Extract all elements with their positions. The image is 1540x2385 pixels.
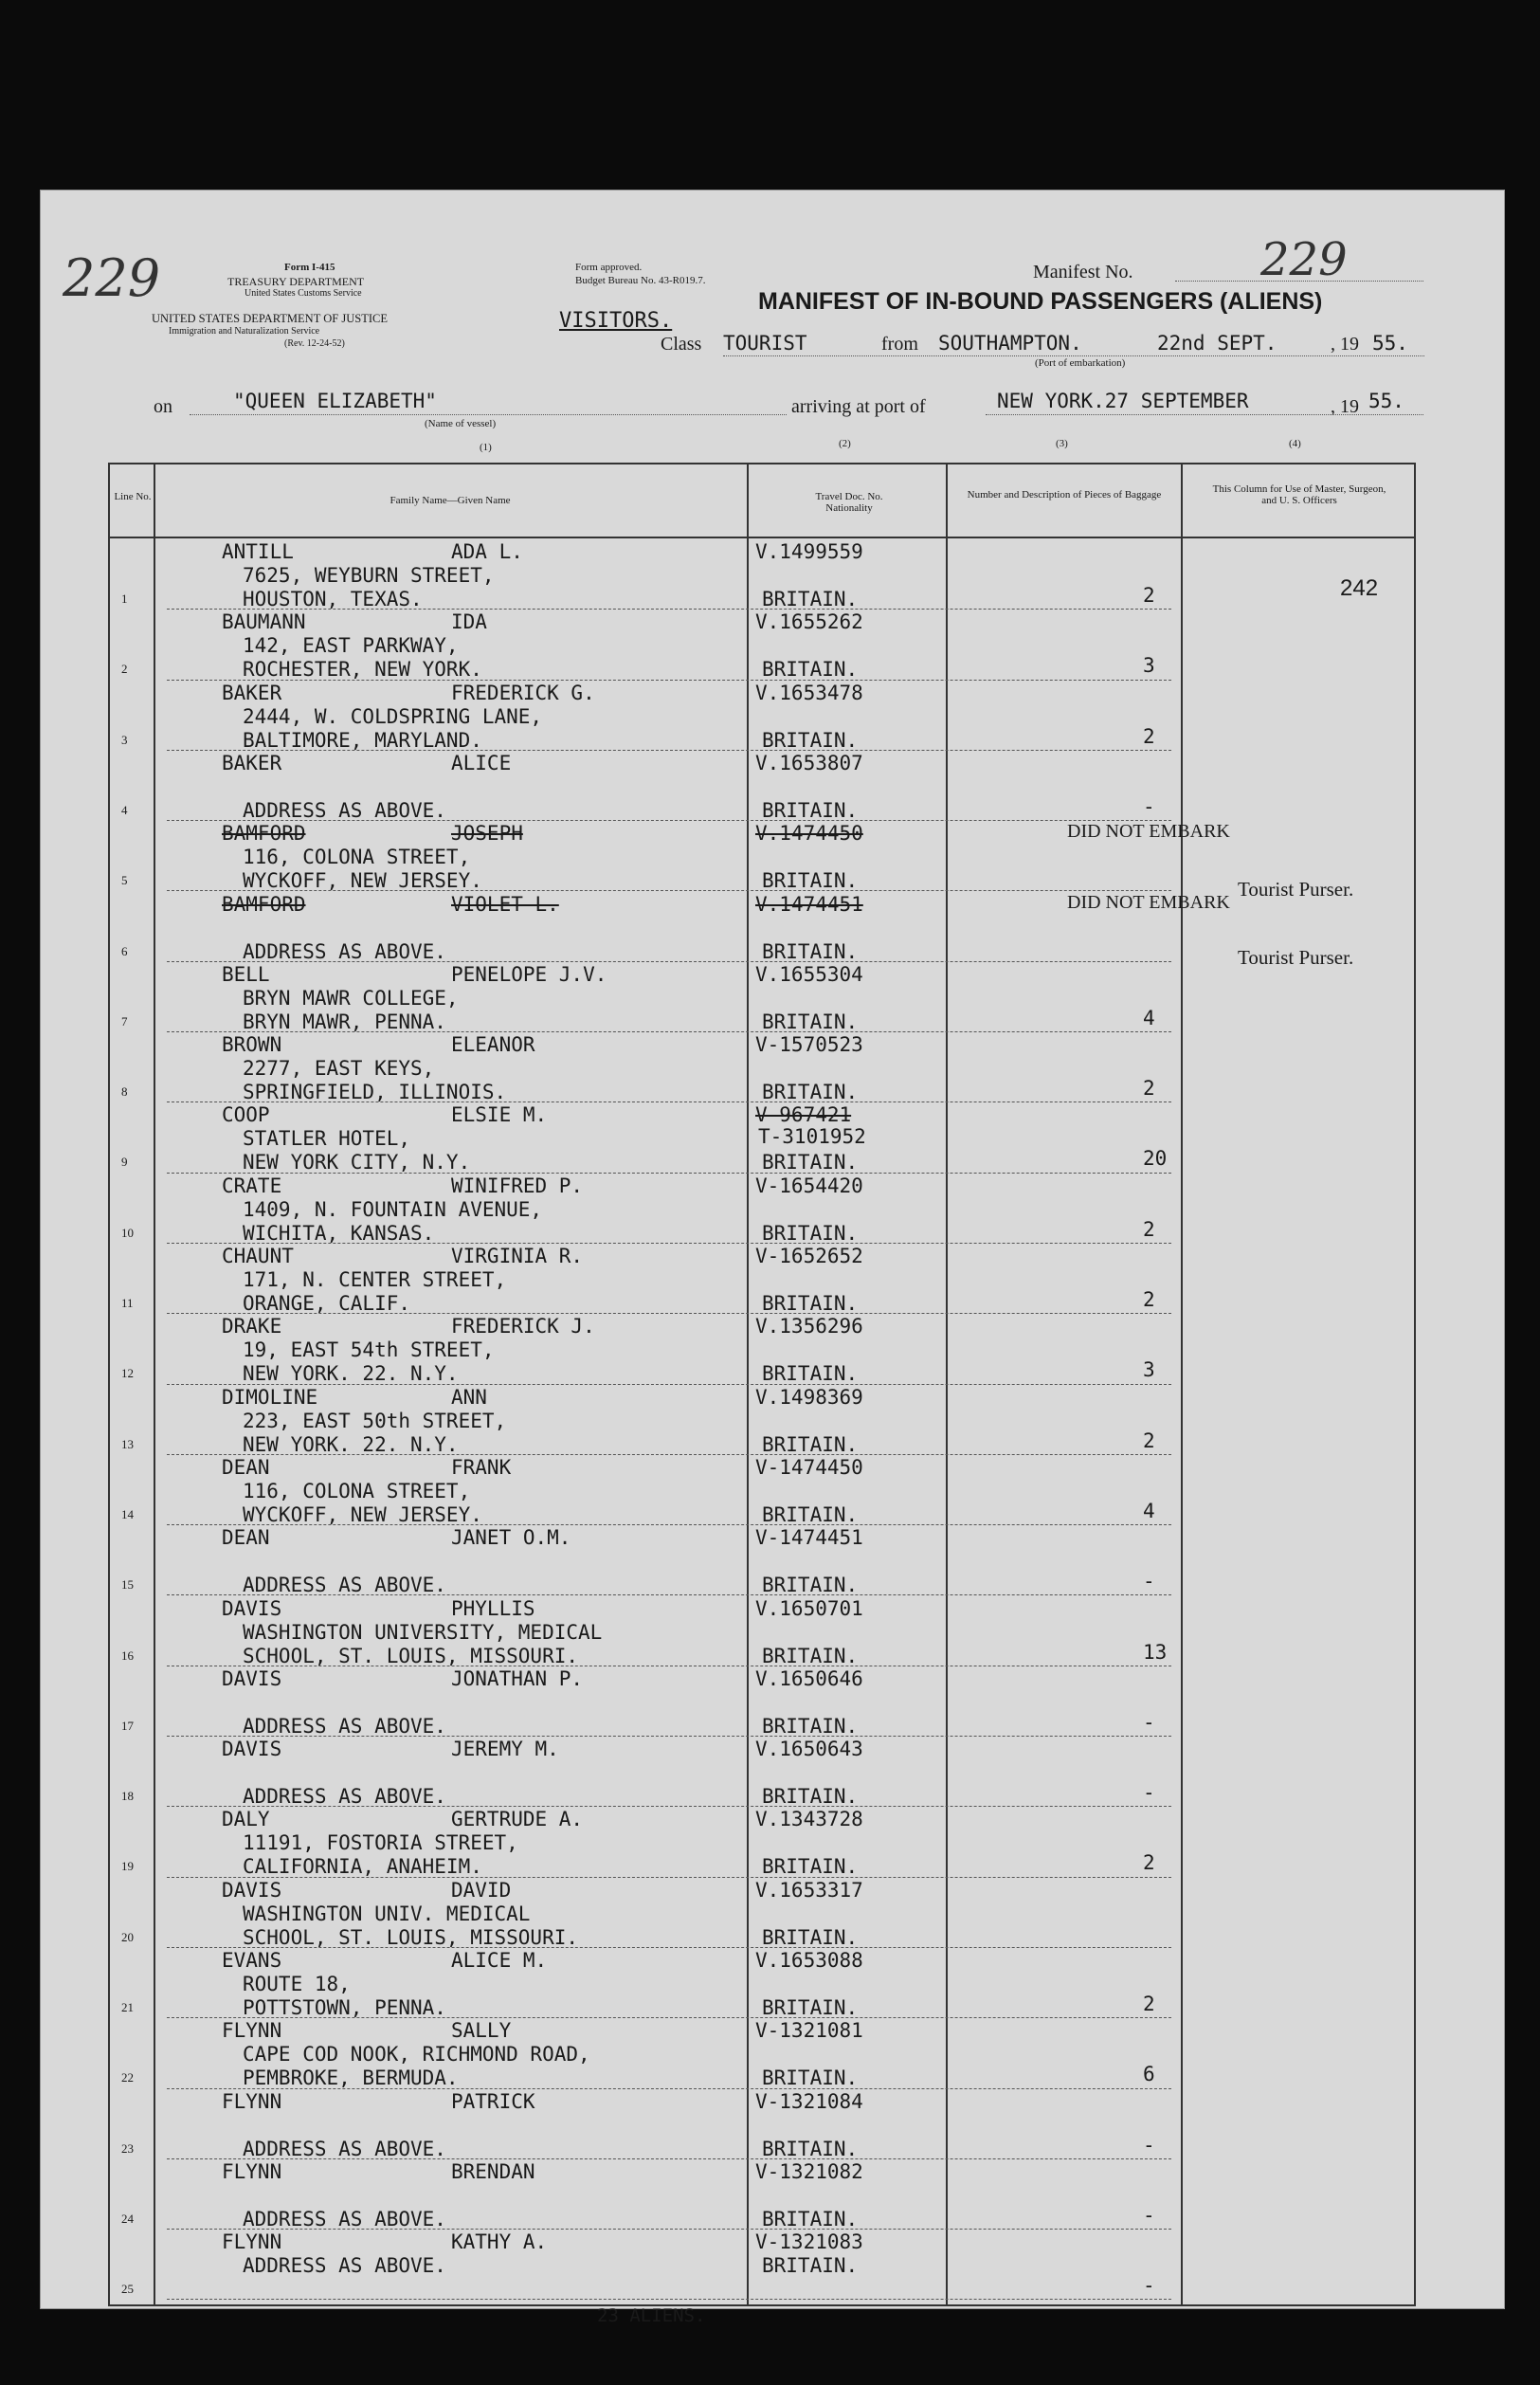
- line-number: 15: [121, 1577, 134, 1593]
- table-row: [110, 752, 1418, 822]
- row-rule: [167, 1524, 1171, 1525]
- travel-doc-number: V-1654420: [755, 1174, 863, 1197]
- embark-year: 55.: [1372, 332, 1408, 355]
- row-rule: [167, 2088, 1171, 2089]
- travel-doc-number: V-1570523: [755, 1033, 863, 1057]
- address-line-2: NEW YORK CITY, N.Y.: [243, 1151, 471, 1174]
- vessel-caption: (Name of vessel): [425, 418, 497, 429]
- manifest-no-label: Manifest No.: [1033, 262, 1133, 282]
- table-row: [110, 963, 1418, 1033]
- travel-doc-number: V-1321081: [755, 2019, 863, 2043]
- family-name: DEAN: [222, 1455, 270, 1479]
- table-row: [110, 610, 1418, 681]
- nationality: BRITAIN.: [762, 1785, 859, 1809]
- table-row: [110, 2230, 1418, 2301]
- line-number: 16: [121, 1648, 134, 1663]
- family-name: ANTILL: [222, 540, 294, 563]
- given-name: PENELOPE J.V.: [451, 962, 607, 986]
- travel-doc-number: V.1653478: [755, 681, 863, 704]
- address-line-2: NEW YORK. 22. N.Y.: [243, 1362, 459, 1386]
- form-approved: Form approved.: [575, 262, 643, 273]
- baggage-count: 2: [1143, 584, 1155, 607]
- nationality: BRITAIN.: [762, 1151, 859, 1174]
- class-line: [723, 355, 1424, 356]
- address-line-1: 142, EAST PARKWAY,: [243, 634, 459, 658]
- customs-service: United States Customs Service: [245, 288, 362, 299]
- family-name: DRAKE: [222, 1315, 282, 1338]
- table-row: [110, 893, 1418, 963]
- address-line-2: ADDRESS AS ABOVE.: [243, 798, 446, 822]
- travel-doc-number: V-1321084: [755, 2089, 863, 2113]
- visitors-label: VISITORS.: [559, 309, 673, 333]
- row-rule: [167, 820, 1171, 821]
- travel-doc-number: V.1653317: [755, 1878, 863, 1902]
- family-name: BAMFORD: [222, 892, 306, 916]
- address-line-1: WASHINGTON UNIV. MEDICAL: [243, 1902, 531, 1925]
- address-line-1: 116, COLONA STREET,: [243, 1479, 471, 1502]
- address-line-1: WASHINGTON UNIVERSITY, MEDICAL: [243, 1620, 603, 1644]
- given-name: FREDERICK G.: [451, 681, 595, 704]
- vessel-line: [190, 413, 787, 415]
- arrival-port-date: NEW YORK.27 SEPTEMBER: [997, 390, 1249, 412]
- total-aliens: 23 ALIENS.: [597, 2305, 706, 2326]
- line-number: 25: [121, 2282, 134, 2297]
- given-name: JONATHAN P.: [451, 1666, 584, 1690]
- baggage-count: -: [1143, 2133, 1155, 2157]
- table-row: [110, 822, 1418, 892]
- travel-doc-number: V-1321083: [755, 2230, 863, 2254]
- form-number: Form I-415: [284, 262, 335, 273]
- address-line-1: 1409, N. FOUNTAIN AVENUE,: [243, 1197, 543, 1221]
- travel-doc-number: V.1499559: [755, 540, 863, 563]
- baggage-count: 2: [1143, 1429, 1155, 1452]
- family-name: FLYNN: [222, 2230, 282, 2254]
- row-rule: [167, 609, 1171, 610]
- address-line-2: WYCKOFF, NEW JERSEY.: [243, 1502, 482, 1526]
- address-line-1: 7625, WEYBURN STREET,: [243, 564, 495, 587]
- line-number: 12: [121, 1366, 134, 1381]
- address-line-1: ADDRESS AS ABOVE.: [243, 2254, 446, 2278]
- line-number: 1: [121, 592, 128, 606]
- justice-department: UNITED STATES DEPARTMENT OF JUSTICE: [152, 312, 388, 325]
- col-header-name: Family Name—Given Name: [390, 495, 511, 506]
- address-line-2: NEW YORK. 22. N.Y.: [243, 1432, 459, 1456]
- row-rule: [167, 2158, 1171, 2159]
- nationality: BRITAIN.: [762, 2066, 859, 2090]
- col-header-baggage: Number and Description of Pieces of Baggage: [967, 489, 1162, 501]
- address-line-2: BRYN MAWR, PENNA.: [243, 1010, 446, 1033]
- address-line-2: CALIFORNIA, ANAHEIM.: [243, 1855, 482, 1879]
- given-name: ELEANOR: [451, 1033, 535, 1057]
- nationality: BRITAIN.: [762, 869, 859, 893]
- nationality: BRITAIN.: [762, 1714, 859, 1738]
- table-row: [110, 1245, 1418, 1315]
- address-line-1: 2444, W. COLDSPRING LANE,: [243, 704, 543, 728]
- table-row: [110, 1174, 1418, 1245]
- address-line-1: 19, EAST 54th STREET,: [243, 1338, 495, 1362]
- travel-doc-number: V.1655304: [755, 962, 863, 986]
- given-name: VIRGINIA R.: [451, 1245, 584, 1267]
- table-row: [110, 1949, 1418, 2019]
- col-header-officers: This Column for Use of Master, Surgeon, and U. S. Officers: [1212, 483, 1386, 506]
- corner-note: 229: [63, 248, 161, 308]
- family-name: DAVIS: [222, 1878, 282, 1902]
- row-rule: [167, 1736, 1171, 1737]
- table-row: [110, 2090, 1418, 2160]
- vessel-name: "QUEEN ELIZABETH": [233, 390, 437, 412]
- line-number: 5: [121, 873, 128, 888]
- line-number: 21: [121, 2000, 134, 2014]
- baggage-count: 2: [1143, 1217, 1155, 1241]
- travel-doc-number: V.1650643: [755, 1738, 863, 1761]
- passenger-table: [108, 463, 1416, 2306]
- given-name: PATRICK: [451, 2089, 535, 2113]
- travel-doc-number: V.1343728: [755, 1808, 863, 1831]
- family-name: FLYNN: [222, 2159, 282, 2183]
- nationality: BRITAIN.: [762, 939, 859, 963]
- nationality: BRITAIN.: [762, 798, 859, 822]
- nationality: BRITAIN.: [762, 2207, 859, 2230]
- address-line-1: 2277, EAST KEYS,: [243, 1057, 435, 1081]
- family-name: BROWN: [222, 1033, 282, 1057]
- nationality: BRITAIN.: [762, 1502, 859, 1526]
- immigration-service: Immigration and Naturalization Service: [169, 326, 320, 337]
- given-name: DAVID: [451, 1878, 512, 1902]
- given-name: ELSIE M.: [451, 1103, 548, 1127]
- given-name: SALLY: [451, 2019, 512, 2043]
- manifest-number: 229: [1260, 233, 1348, 286]
- family-name: FLYNN: [222, 2089, 282, 2113]
- row-rule: [167, 750, 1171, 751]
- given-name: ALICE: [451, 751, 512, 774]
- line-number: 24: [121, 2211, 134, 2226]
- family-name: DAVIS: [222, 1596, 282, 1620]
- row-rule: [167, 1877, 1171, 1878]
- given-name: ADA L.: [451, 540, 523, 563]
- baggage-count: 2: [1143, 1077, 1155, 1101]
- table-row: [110, 1667, 1418, 1738]
- class-label: Class: [661, 334, 702, 355]
- port-caption: (Port of embarkation): [1035, 357, 1126, 369]
- given-name: KATHY A.: [451, 2230, 548, 2254]
- line-number: 9: [121, 1155, 128, 1170]
- officer-number: 242: [1340, 575, 1379, 601]
- arrival-year-prefix: , 19: [1331, 396, 1359, 417]
- address-line-2: SCHOOL, ST. LOUIS, MISSOURI.: [243, 1644, 579, 1667]
- table-row: [110, 1315, 1418, 1385]
- family-name: BAUMANN: [222, 610, 306, 634]
- col-num-1: (1): [480, 442, 492, 453]
- address-line-1: 171, N. CENTER STREET,: [243, 1268, 507, 1291]
- table-row: [110, 682, 1418, 752]
- year-prefix: , 19: [1331, 334, 1359, 355]
- address-line-2: SPRINGFIELD, ILLINOIS.: [243, 1081, 507, 1104]
- nationality: BRITAIN.: [762, 1292, 859, 1315]
- embark-port: SOUTHAMPTON.: [938, 332, 1082, 355]
- baggage-count: 20: [1143, 1147, 1168, 1171]
- row-rule: [167, 1313, 1171, 1314]
- address-line-1: 116, COLONA STREET,: [243, 846, 471, 869]
- address-line-2: POTTSTOWN, PENNA.: [243, 1996, 446, 2019]
- baggage-count: 3: [1143, 654, 1155, 678]
- address-line-1: 11191, FOSTORIA STREET,: [243, 1831, 518, 1855]
- col-num-4: (4): [1289, 438, 1301, 449]
- family-name: BAMFORD: [222, 822, 306, 846]
- travel-doc-number: V-1474451: [755, 1526, 863, 1550]
- row-rule: [167, 2017, 1171, 2018]
- address-line-1: ROUTE 18,: [243, 1973, 351, 1995]
- table-row: [110, 1738, 1418, 1808]
- line-number: 11: [121, 1296, 134, 1310]
- address-line-2: ADDRESS AS ABOVE.: [243, 2207, 446, 2230]
- row-rule: [167, 680, 1171, 681]
- given-name: FRANK: [451, 1455, 512, 1479]
- family-name: DALY: [222, 1808, 270, 1831]
- arrival-year: 55.: [1368, 390, 1404, 412]
- line-number: 14: [121, 1506, 134, 1521]
- line-number: 18: [121, 1789, 134, 1804]
- address-line-1: STATLER HOTEL,: [243, 1127, 411, 1151]
- treasury-department: TREASURY DEPARTMENT: [227, 275, 365, 288]
- address-line-2: HOUSTON, TEXAS.: [243, 588, 423, 610]
- travel-doc-number: V.1653088: [755, 1949, 863, 1972]
- from-label: from: [881, 334, 918, 355]
- travel-doc-number: V-1321082: [755, 2159, 863, 2183]
- baggage-count: 2: [1143, 724, 1155, 748]
- baggage-count: -: [1143, 794, 1155, 818]
- given-name: FREDERICK J.: [451, 1315, 595, 1338]
- row-rule: [167, 2299, 1171, 2300]
- baggage-count: 4: [1143, 1006, 1155, 1029]
- line-number: 4: [121, 802, 128, 817]
- family-name: DAVIS: [222, 1666, 282, 1690]
- row-rule: [167, 1384, 1171, 1385]
- table-row: [110, 1526, 1418, 1596]
- baggage-count: DID NOT EMBARK: [1067, 821, 1230, 843]
- given-name: ANN: [451, 1385, 487, 1409]
- given-name: JANET O.M.: [451, 1526, 571, 1550]
- given-name: VIOLET L.: [451, 892, 559, 916]
- address-line-1: CAPE COD NOOK, RICHMOND ROAD,: [243, 2043, 590, 2066]
- given-name: PHYLLIS: [451, 1596, 535, 1620]
- col-header-line-no: Line No.: [114, 491, 152, 502]
- family-name: EVANS: [222, 1949, 282, 1972]
- address-line-1: 223, EAST 50th STREET,: [243, 1409, 507, 1432]
- baggage-count: -: [1143, 1570, 1155, 1593]
- nationality: BRITAIN.: [762, 1925, 859, 1949]
- line-number: 23: [121, 2140, 134, 2156]
- nationality: BRITAIN.: [762, 1996, 859, 2019]
- col-num-2: (2): [839, 438, 851, 449]
- address-line-2: WYCKOFF, NEW JERSEY.: [243, 869, 482, 893]
- table-row: [110, 1808, 1418, 1878]
- line-number: 7: [121, 1013, 128, 1029]
- travel-doc-number: V.1474450: [755, 822, 863, 846]
- baggage-count: 2: [1143, 1993, 1155, 2015]
- baggage-count: 4: [1143, 1499, 1155, 1522]
- purser-note-6: Tourist Purser.: [1238, 946, 1354, 969]
- table-row: [110, 1597, 1418, 1667]
- address-line-2: ADDRESS AS ABOVE.: [243, 1785, 446, 1809]
- travel-doc-number: V-1652652: [755, 1245, 863, 1267]
- arrival-line: [986, 413, 1423, 415]
- nationality: BRITAIN.: [762, 2137, 859, 2160]
- row-rule: [167, 1243, 1171, 1244]
- nationality: BRITAIN.: [762, 1644, 859, 1667]
- address-line-1: BRYN MAWR COLLEGE,: [243, 986, 459, 1010]
- baggage-count: 3: [1143, 1358, 1155, 1382]
- table-row: [110, 1033, 1418, 1103]
- line-number: 22: [121, 2070, 134, 2085]
- line-number: 19: [121, 1859, 134, 1874]
- embark-date: 22nd SEPT.: [1157, 332, 1277, 355]
- address-line-2: BALTIMORE, MARYLAND.: [243, 728, 482, 752]
- table-row: [110, 1386, 1418, 1456]
- row-rule: [167, 1031, 1171, 1032]
- secondary-doc-number: T-3101952: [758, 1125, 866, 1148]
- row-rule: [167, 1173, 1171, 1174]
- nationality: BRITAIN.: [762, 1855, 859, 1879]
- nationality: BRITAIN.: [762, 1574, 859, 1597]
- row-rule: [167, 890, 1171, 891]
- line-number: 13: [121, 1436, 134, 1451]
- nationality: BRITAIN.: [762, 1362, 859, 1386]
- nationality: BRITAIN.: [762, 1432, 859, 1456]
- address-line-2: ADDRESS AS ABOVE.: [243, 2137, 446, 2160]
- travel-doc-number: V.1650646: [755, 1666, 863, 1690]
- table-row: [110, 540, 1418, 610]
- row-rule: [167, 961, 1171, 962]
- family-name: BELL: [222, 962, 270, 986]
- baggage-count: 2: [1143, 1288, 1155, 1311]
- arriving-label: arriving at port of: [791, 396, 926, 417]
- row-rule: [167, 1101, 1171, 1102]
- table-row: [110, 1879, 1418, 1949]
- budget-bureau: Budget Bureau No. 43-R019.7.: [575, 275, 706, 286]
- given-name: WINIFRED P.: [451, 1174, 584, 1197]
- baggage-count: DID NOT EMBARK: [1067, 891, 1230, 913]
- family-name: BAKER: [222, 751, 282, 774]
- address-line-2: ORANGE, CALIF.: [243, 1292, 411, 1315]
- family-name: CRATE: [222, 1174, 282, 1197]
- baggage-count: -: [1143, 2203, 1155, 2227]
- nationality: BRITAIN.: [762, 658, 859, 682]
- baggage-count: 6: [1143, 2063, 1155, 2086]
- row-rule: [167, 2229, 1171, 2230]
- nationality: BRITAIN.: [762, 1221, 859, 1245]
- row-rule: [167, 1947, 1171, 1948]
- table-row: [110, 2160, 1418, 2230]
- line-number: 20: [121, 1929, 134, 1944]
- family-name: DAVIS: [222, 1738, 282, 1761]
- travel-doc-number: V.1650701: [755, 1596, 863, 1620]
- line-number: 8: [121, 1084, 128, 1100]
- col-num-3: (3): [1056, 438, 1068, 449]
- line-number: 3: [121, 732, 128, 747]
- travel-doc-number: V.1498369: [755, 1385, 863, 1409]
- baggage-count: -: [1143, 1781, 1155, 1805]
- nationality: BRITAIN.: [762, 1081, 859, 1104]
- nationality: BRITAIN.: [762, 1010, 859, 1033]
- manifest-title: MANIFEST OF IN-BOUND PASSENGERS (ALIENS): [758, 288, 1323, 315]
- class-value: TOURIST: [723, 332, 807, 355]
- table-row: [110, 2019, 1418, 2089]
- baggage-count: 2: [1143, 1851, 1155, 1875]
- baggage-count: -: [1143, 2274, 1155, 2298]
- travel-doc-number: V-1474450: [755, 1455, 863, 1479]
- address-line-2: ADDRESS AS ABOVE.: [243, 1714, 446, 1738]
- travel-doc-number: V.1356296: [755, 1315, 863, 1338]
- address-line-2: ADDRESS AS ABOVE.: [243, 1574, 446, 1597]
- family-name: FLYNN: [222, 2019, 282, 2043]
- row-rule: [167, 1806, 1171, 1807]
- line-number: 17: [121, 1718, 134, 1733]
- col-header-doc: Travel Doc. No. Nationality: [815, 491, 883, 514]
- given-name: ALICE M.: [451, 1949, 548, 1972]
- given-name: IDA: [451, 610, 487, 634]
- address-line-2: ADDRESS AS ABOVE.: [243, 939, 446, 963]
- on-label: on: [154, 396, 172, 417]
- line-number: 6: [121, 943, 128, 958]
- travel-doc-number: V.1474451: [755, 892, 863, 916]
- baggage-count: 13: [1143, 1640, 1168, 1664]
- address-line-2: ROCHESTER, NEW YORK.: [243, 658, 482, 682]
- given-name: GERTRUDE A.: [451, 1808, 584, 1831]
- baggage-count: -: [1143, 1710, 1155, 1734]
- nationality: BRITAIN.: [762, 2254, 859, 2278]
- address-line-2: PEMBROKE, BERMUDA.: [243, 2066, 459, 2090]
- given-name: BRENDAN: [451, 2159, 535, 2183]
- address-line-2: SCHOOL, ST. LOUIS, MISSOURI.: [243, 1925, 579, 1949]
- given-name: JOSEPH: [451, 822, 523, 846]
- family-name: DIMOLINE: [222, 1385, 318, 1409]
- travel-doc-number: V.1655262: [755, 610, 863, 634]
- family-name: DEAN: [222, 1526, 270, 1550]
- nationality: BRITAIN.: [762, 728, 859, 752]
- table-row: [110, 1456, 1418, 1526]
- row-rule: [167, 1454, 1171, 1455]
- travel-doc-number: V.1653807: [755, 751, 863, 774]
- family-name: COOP: [222, 1103, 270, 1127]
- family-name: BAKER: [222, 681, 282, 704]
- line-number: 10: [121, 1225, 134, 1240]
- purser-note-5: Tourist Purser.: [1238, 878, 1354, 901]
- nationality: BRITAIN.: [762, 588, 859, 610]
- family-name: CHAUNT: [222, 1245, 294, 1267]
- row-rule: [167, 1594, 1171, 1595]
- line-number: 2: [121, 662, 128, 677]
- address-line-2: WICHITA, KANSAS.: [243, 1221, 435, 1245]
- header-divider: [110, 537, 1414, 538]
- given-name: JEREMY M.: [451, 1738, 559, 1761]
- travel-doc-number: V-967421: [755, 1103, 852, 1127]
- revision-date: (Rev. 12-24-52): [284, 338, 345, 349]
